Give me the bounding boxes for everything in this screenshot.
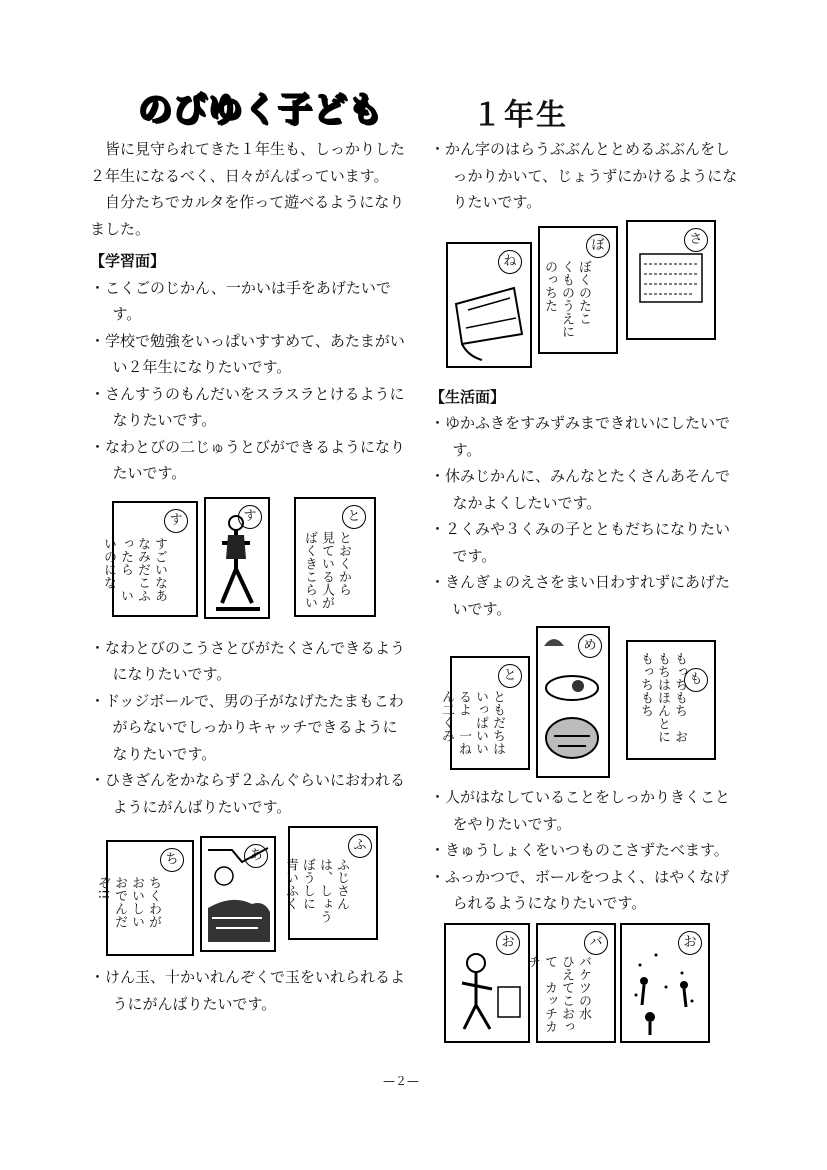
snow-scene-drawing-icon (622, 925, 708, 1041)
card-mark: バ (584, 931, 608, 955)
karuta-card (525, 923, 616, 1043)
karuta-cards-group (430, 626, 740, 784)
intro-paragraph-2: 自分たちでカルタを作って遊べるようになりました。 (90, 193, 405, 238)
card-mark: ぼ (586, 234, 610, 258)
card-mark: お (496, 931, 520, 955)
list-item: ・さんすうのもんだいをスラスラとけるようになりたいです。 (90, 384, 405, 429)
karuta-picture-card (620, 923, 710, 1043)
card-mark: ち (160, 848, 184, 872)
list-item: ・きんぎょのえさをまい日わすれずにあげたいです。 (430, 573, 731, 618)
stick-figure-drawing-icon (206, 499, 268, 617)
list-item: ・かん字のはらうぶぶんととめるぶぶんをしっかりかいて、じょうずにかけるようになりたいです。 (430, 140, 738, 211)
list-item: ・けん玉、十かいれんぞくで玉をいれられるようにがんばりたいです。 (90, 968, 406, 1013)
list-item: ・学校で勉強をいっぱいすすめて、あたまがいい２年生になりたいです。 (90, 331, 405, 376)
list-item: ・ドッジボールで、男の子がなげたたまもこわがらないでしっかりキャッチできるようになりたいです。 (90, 691, 404, 763)
life-heading: 【生活面】 (430, 387, 506, 406)
list-item: ・人がはなしていることをしっかりきくことをやりたいです。 (430, 788, 731, 833)
page-number: —２— (383, 1074, 420, 1088)
card-mark: ね (498, 250, 522, 274)
card-text: とおくから 見ている人が ばくきこらい (302, 530, 351, 622)
card-mark: ふ (348, 834, 372, 858)
page-title: のびゆく子ども (138, 90, 383, 130)
child-drawing-icon (446, 925, 528, 1041)
karuta-card (101, 501, 198, 617)
list-item: ・ふっかつで、ボールをつよく、はやくなげられるようになりたいです。 (430, 867, 730, 912)
card-text: ふじさんは、しょうぼうしに 青いふく (283, 858, 349, 923)
left-column (90, 136, 410, 1017)
card-mark: と (498, 664, 522, 688)
card-text: バケツの水 ひえてこおって カッチカチ (525, 954, 591, 1033)
card-mark: あ (244, 844, 268, 868)
card-mark: さ (684, 228, 708, 252)
card-text: ぼくのたこ くものうえに のっちた (542, 259, 591, 351)
list-item: ・きゅうしょくをいつものこさずたべます。 (430, 841, 729, 859)
list-item: ・ゆかふきをすみずみまできれいにしたいです。 (430, 414, 731, 459)
karuta-card (626, 640, 716, 760)
list-item: ・休みじかんに、みんなとたくさんあそんでなかよくしたいです。 (430, 467, 731, 512)
karuta-picture-card (204, 497, 270, 619)
karuta-picture-card (444, 923, 530, 1043)
landscape-drawing-icon (202, 838, 274, 950)
karuta-card (95, 840, 194, 956)
card-mark: す (164, 509, 188, 533)
right-column (430, 136, 740, 1053)
card-mark: お (678, 931, 702, 955)
kite-drawing-icon (448, 244, 530, 366)
karuta-card (283, 826, 378, 940)
list-item: ・なわとびのこうさとびがたくさんできるようになりたいです。 (90, 638, 406, 683)
karuta-card (294, 497, 376, 622)
card-mark: と (342, 505, 366, 529)
list-item: ・なわとびの二じゅうとびができるようになりたいです。 (90, 437, 406, 482)
list-item: ・ひきざんをかならず２ふんぐらいにおわれるようにがんばりたいです。 (90, 771, 406, 816)
card-mark: め (578, 634, 602, 658)
karuta-picture-card (200, 836, 276, 952)
card-text: ちくわが おいしい おでんだぞ!! (95, 876, 161, 941)
list-item: ・２くみや３くみの子とともだちになりたいです。 (430, 520, 731, 565)
card-text: もっちもち おもちはほんとに もっちもち (638, 652, 687, 756)
karuta-cards-group (430, 923, 740, 1053)
card-text: ともだちは いっぱいいるよ 一ねん二くみ (439, 690, 505, 768)
karuta-card (439, 656, 530, 770)
karuta-picture-card (626, 220, 716, 340)
karuta-cards-group (430, 220, 740, 378)
karuta-picture-card (446, 242, 532, 368)
card-text: すごいなあ なみだこふったら いいのにな (101, 536, 167, 615)
study-heading: 【学習面】 (90, 252, 166, 270)
card-mark: も (684, 668, 708, 692)
sign-drawing-icon (628, 222, 714, 338)
grade-label: １年生 (472, 98, 568, 133)
karuta-cards-group (90, 493, 410, 635)
card-mark: す (238, 505, 262, 529)
list-item: ・こくごのじかん、一かいは手をあげたいです。 (90, 278, 391, 323)
karuta-picture-card (536, 626, 610, 778)
food-drawing-icon (538, 628, 608, 776)
intro-paragraph: 皆に見守られてきた１年生も、しっかりした２年生になるべく、日々がんばっています。 (90, 140, 406, 185)
karuta-cards-group (90, 826, 410, 964)
karuta-card (538, 226, 618, 354)
